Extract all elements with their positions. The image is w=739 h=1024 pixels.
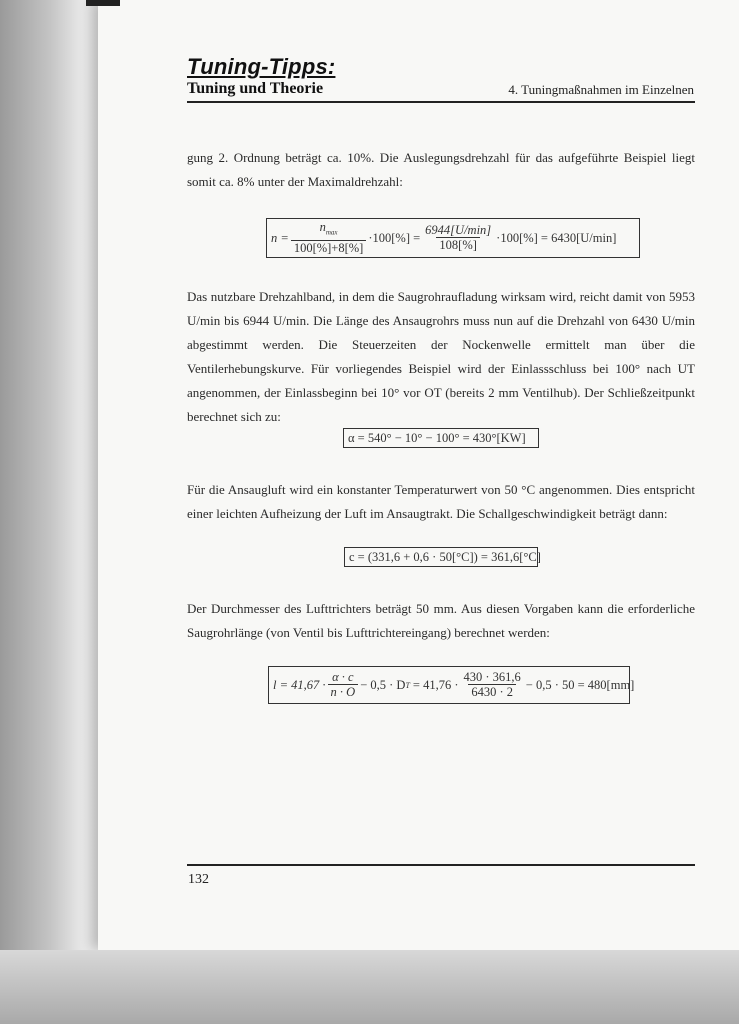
formula-length-mid1: − 0,5 · D — [360, 677, 406, 692]
running-header-subtitle: Tuning und Theorie — [187, 80, 324, 97]
formula-length-frac2-den: 6430 · 2 — [468, 684, 516, 700]
header-rule — [187, 101, 695, 103]
running-header-title: Tuning-Tipps: — [187, 54, 336, 79]
formula-rpm-mid: ·100[%] = — [368, 230, 421, 245]
formula-length-mid1-sub: T — [405, 680, 410, 690]
formula-closing-angle: α = 540° − 10° − 100° = 430°[KW] — [343, 428, 539, 448]
formula-rpm-frac2-num: 6944[U/min] — [425, 223, 492, 237]
formula-length-fraction-1 — [328, 670, 359, 700]
formula-speed-of-sound: c = (331,6 + 0,6 · 50[°C]) = 361,6[°C] — [344, 547, 538, 567]
paragraph-3: Für die Ansaugluft wird ein konstanter Temperaturwert von 50 °C angenommen. Dies entspricht einer leichten Aufheizung der Luft im Ansaugtrakt. Die Schallgeschwindigkeit beträgt dann: — [187, 482, 695, 521]
formula-length-frac1-den: n · O — [328, 684, 359, 700]
formula-length-frac1-num: α · c — [332, 670, 354, 684]
formula-rpm-rhs: ·100[%] = 6430[U/min] — [496, 230, 617, 245]
formula-rpm-fraction-1 — [291, 220, 367, 256]
formula-rpm-frac1-num: n — [319, 220, 326, 235]
formula-rpm-frac1-num-sub: max — [325, 228, 338, 237]
paragraph-1: gung 2. Ordnung beträgt ca. 10%. Die Auslegungsdrehzahl für das aufgeführte Beispiel liegt somit ca. 8% unter der Maximaldrehzahl: — [187, 150, 695, 189]
formula-length-fraction-2 — [461, 670, 524, 700]
formula-length-mid2: = 41,76 · — [412, 677, 459, 692]
formula-length-lhs: l = 41,67 · — [273, 677, 326, 692]
formula-length-frac2-num: 430 · 361,6 — [463, 670, 521, 684]
formula-rpm-lhs: n = — [271, 230, 289, 245]
formula-intake-length — [268, 666, 635, 704]
book-page — [98, 0, 739, 950]
paragraph-4: Der Durchmesser des Lufttrichters beträgt 50 mm. Aus diesen Vorgaben kann die erforderliche Saugrohrlänge (von Ventil bis Lufttrichtereingang) berechnet werden: — [187, 601, 695, 640]
running-header-chapter: 4. Tuningmaßnahmen im Einzelnen — [508, 82, 694, 97]
paragraph-2: Das nutzbare Drehzahlband, in dem die Saugrohraufladung wirksam wird, reicht damit von 5953 U/min bis 6944 U/min. Die Länge des Ansaugrohrs muss nun auf die Drehzahl von 6430 U/min abgestimmt werden. Die Steuerzeiten der Nockenwelle ermittelt man über die Ventilerhebungskurve. Für vorliegendes Beispiel wird der Einlassschluss bei 100° nach UT angenommen, der Einlassbeginn bei 10° vor OT (bereits 2 mm Ventilhub). Der Schließzeitpunkt berechnet sich zu: — [187, 289, 695, 424]
formula-length-rhs: − 0,5 · 50 = 480[mm] — [525, 677, 635, 692]
formula-rpm-frac2-den: 108[%] — [436, 237, 480, 253]
footer-rule — [187, 864, 695, 866]
formula-rpm-frac1-den: 100[%]+8[%] — [291, 240, 367, 256]
formula-rpm-fraction-2 — [422, 223, 494, 253]
scan-bottom-shadow — [0, 950, 739, 1024]
page-number: 132 — [188, 872, 209, 887]
formula-rpm — [266, 218, 640, 258]
scan-corner-mark — [86, 0, 120, 6]
